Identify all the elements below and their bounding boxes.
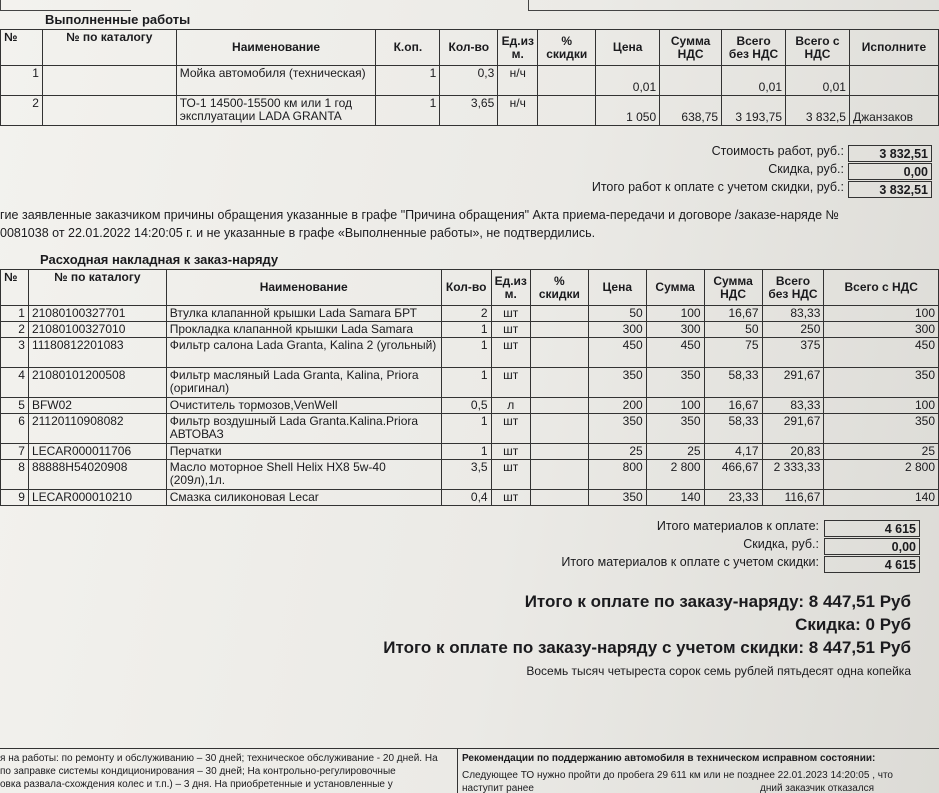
works-cell-unit: н/ч bbox=[498, 96, 538, 126]
parts-cell-no: 8 bbox=[1, 460, 29, 490]
parts-header-price: Цена bbox=[588, 270, 646, 306]
works-header-price: Цена bbox=[596, 30, 660, 66]
works-cell-unit: н/ч bbox=[498, 66, 538, 96]
works-cell-name: ТО-1 14500-15500 км или 1 год эксплуатации LADA GRANTA bbox=[176, 96, 376, 126]
warranty-terms bbox=[0, 752, 455, 791]
parts-total-label: Итого материалов к оплате с учетом скидки: bbox=[561, 555, 819, 569]
works-header-name: Наименование bbox=[176, 30, 376, 66]
parts-cell-vat-sum: 75 bbox=[704, 338, 762, 368]
parts-cell-sum: 100 bbox=[646, 306, 704, 322]
parts-cell-vat-sum: 58,33 bbox=[704, 368, 762, 398]
works-header-no: № bbox=[1, 30, 43, 66]
parts-cell-no: 6 bbox=[1, 414, 29, 444]
amount-in-words: Восемь тысяч четыреста сорок семь рублей пятьдесят одна копейка bbox=[526, 664, 911, 678]
parts-row bbox=[1, 322, 939, 338]
parts-total-label: Итого материалов к оплате: bbox=[656, 519, 819, 533]
parts-cell-total-no-vat: 375 bbox=[762, 338, 824, 368]
works-total-value: 0,00 bbox=[848, 163, 932, 180]
parts-cell-unit: шт bbox=[491, 444, 530, 460]
parts-header-sum: Сумма bbox=[646, 270, 704, 306]
works-header-executor: Исполните bbox=[849, 30, 938, 66]
parts-cell-total-vat: 350 bbox=[824, 368, 939, 398]
parts-cell-unit: л bbox=[491, 398, 530, 414]
works-cell-total-vat: 3 832,5 bbox=[786, 96, 850, 126]
works-total-label: Скидка, руб.: bbox=[768, 162, 844, 176]
parts-cell-sum: 100 bbox=[646, 398, 704, 414]
parts-header-catalog: № по каталогу bbox=[28, 270, 166, 306]
works-cell-executor bbox=[849, 66, 938, 96]
parts-header-vat-sum: Сумма НДС bbox=[704, 270, 762, 306]
parts-row bbox=[1, 490, 939, 506]
works-header-total-no-vat: Всего без НДС bbox=[722, 30, 786, 66]
works-cell-price: 1 050 bbox=[596, 96, 660, 126]
parts-cell-sum: 450 bbox=[646, 338, 704, 368]
parts-cell-price: 350 bbox=[588, 368, 646, 398]
parts-cell-sum: 2 800 bbox=[646, 460, 704, 490]
parts-cell-qty: 1 bbox=[441, 444, 491, 460]
parts-cell-price: 450 bbox=[588, 338, 646, 368]
parts-cell-sum: 300 bbox=[646, 322, 704, 338]
parts-cell-no: 9 bbox=[1, 490, 29, 506]
parts-cell-total-no-vat: 250 bbox=[762, 322, 824, 338]
parts-cell-discount bbox=[530, 398, 588, 414]
parts-cell-price: 300 bbox=[588, 322, 646, 338]
works-header-qty: Кол-во bbox=[440, 30, 498, 66]
works-cell-vat-sum bbox=[660, 66, 722, 96]
parts-cell-total-vat: 140 bbox=[824, 490, 939, 506]
parts-header-unit: Ед.из м. bbox=[491, 270, 530, 306]
parts-cell-total-no-vat: 291,67 bbox=[762, 368, 824, 398]
works-cell-name: Мойка автомобиля (техническая) bbox=[176, 66, 376, 96]
parts-cell-qty: 1 bbox=[441, 322, 491, 338]
parts-cell-price: 350 bbox=[588, 490, 646, 506]
grand-total: Итого к оплате по заказу-наряду: 8 447,51 Руб bbox=[524, 592, 911, 611]
parts-cell-price: 200 bbox=[588, 398, 646, 414]
parts-cell-total-no-vat: 291,67 bbox=[762, 414, 824, 444]
parts-cell-vat-sum: 4,17 bbox=[704, 444, 762, 460]
works-header-k-op: К.оп. bbox=[376, 30, 440, 66]
parts-cell-vat-sum: 58,33 bbox=[704, 414, 762, 444]
parts-cell-vat-sum: 50 bbox=[704, 322, 762, 338]
parts-header-discount: % скидки bbox=[530, 270, 588, 306]
parts-total-value: 4 615 bbox=[824, 520, 920, 537]
works-cell-discount bbox=[538, 66, 596, 96]
parts-cell-total-no-vat: 20,83 bbox=[762, 444, 824, 460]
works-total-label: Стоимость работ, руб.: bbox=[711, 144, 844, 158]
parts-cell-total-no-vat: 83,33 bbox=[762, 306, 824, 322]
parts-cell-discount bbox=[530, 490, 588, 506]
parts-cell-vat-sum: 16,67 bbox=[704, 398, 762, 414]
works-cell-qty: 3,65 bbox=[440, 96, 498, 126]
parts-cell-total-vat: 100 bbox=[824, 398, 939, 414]
works-row bbox=[1, 66, 939, 96]
recommendations-text: Следующее ТО нужно пройти до пробега 29 611 км или не позднее 22.01.2023 14:20:05 , что наступит ранее bbox=[462, 770, 893, 793]
parts-cell-name: Масло моторное Shell Helix HX8 5w-40 (209л),1л. bbox=[166, 460, 441, 490]
parts-cell-no: 1 bbox=[1, 306, 29, 322]
parts-cell-price: 800 bbox=[588, 460, 646, 490]
works-header-unit: Ед.из м. bbox=[498, 30, 538, 66]
works-header-vat-sum: Сумма НДС bbox=[660, 30, 722, 66]
parts-total-label: Скидка, руб.: bbox=[743, 537, 819, 551]
parts-cell-catalog: 88888H54020908 bbox=[28, 460, 166, 490]
works-cell-catalog bbox=[42, 96, 176, 126]
parts-row bbox=[1, 338, 939, 368]
works-table bbox=[0, 29, 939, 126]
parts-cell-catalog: LECAR000011706 bbox=[28, 444, 166, 460]
works-cell-total-no-vat: 0,01 bbox=[722, 66, 786, 96]
works-cell-k-op: 1 bbox=[376, 66, 440, 96]
parts-cell-unit: шт bbox=[491, 322, 530, 338]
parts-cell-no: 5 bbox=[1, 398, 29, 414]
parts-cell-name: Втулка клапанной крышки Lada Samara БРТ bbox=[166, 306, 441, 322]
parts-cell-sum: 350 bbox=[646, 414, 704, 444]
parts-cell-sum: 25 bbox=[646, 444, 704, 460]
parts-cell-discount bbox=[530, 338, 588, 368]
warranty-line: я на работы: по ремонту и обслуживанию – 30 дней; техническое обслуживание - 20 дней. На bbox=[0, 753, 438, 764]
parts-cell-sum: 140 bbox=[646, 490, 704, 506]
parts-row bbox=[1, 306, 939, 322]
parts-header-no: № bbox=[1, 270, 29, 306]
works-row bbox=[1, 96, 939, 126]
parts-cell-total-vat: 450 bbox=[824, 338, 939, 368]
parts-cell-qty: 3,5 bbox=[441, 460, 491, 490]
parts-cell-sum: 350 bbox=[646, 368, 704, 398]
parts-cell-discount bbox=[530, 368, 588, 398]
works-total-value: 3 832,51 bbox=[848, 145, 932, 162]
parts-cell-catalog: 21080101200508 bbox=[28, 368, 166, 398]
parts-row bbox=[1, 398, 939, 414]
parts-cell-total-no-vat: 116,67 bbox=[762, 490, 824, 506]
footer-divider bbox=[0, 748, 939, 749]
parts-cell-qty: 1 bbox=[441, 368, 491, 398]
parts-cell-no: 4 bbox=[1, 368, 29, 398]
works-cell-qty: 0,3 bbox=[440, 66, 498, 96]
parts-cell-unit: шт bbox=[491, 460, 530, 490]
parts-cell-price: 25 bbox=[588, 444, 646, 460]
parts-table bbox=[0, 269, 939, 506]
parts-cell-catalog: 21080100327701 bbox=[28, 306, 166, 322]
parts-cell-catalog: 21120110908082 bbox=[28, 414, 166, 444]
parts-cell-qty: 1 bbox=[441, 414, 491, 444]
parts-row bbox=[1, 368, 939, 398]
parts-cell-vat-sum: 466,67 bbox=[704, 460, 762, 490]
parts-cell-catalog: 11180812201083 bbox=[28, 338, 166, 368]
parts-cell-qty: 2 bbox=[441, 306, 491, 322]
works-section-title: Выполненные работы bbox=[45, 12, 191, 27]
parts-cell-price: 50 bbox=[588, 306, 646, 322]
parts-cell-qty: 0,5 bbox=[441, 398, 491, 414]
works-cell-executor: Джанзаков bbox=[849, 96, 938, 126]
parts-header-name: Наименование bbox=[166, 270, 441, 306]
parts-header-qty: Кол-во bbox=[441, 270, 491, 306]
note-line-1: гие заявленные заказчиком причины обращения указанные в графе "Причина обращения" Акта приема-передачи и договоре /заказе-наряде № bbox=[0, 208, 839, 222]
grand-discount: Скидка: 0 Руб bbox=[795, 615, 911, 634]
parts-header-total-no-vat: Всего без НДС bbox=[762, 270, 824, 306]
parts-cell-name: Смазка силиконовая Lecar bbox=[166, 490, 441, 506]
works-total-value: 3 832,51 bbox=[848, 181, 932, 198]
parts-cell-total-vat: 100 bbox=[824, 306, 939, 322]
parts-cell-catalog: 21080100327010 bbox=[28, 322, 166, 338]
parts-cell-catalog: LECAR000010210 bbox=[28, 490, 166, 506]
parts-cell-total-vat: 300 bbox=[824, 322, 939, 338]
parts-cell-discount bbox=[530, 414, 588, 444]
works-header-total-vat: Всего с НДС bbox=[786, 30, 850, 66]
parts-cell-unit: шт bbox=[491, 414, 530, 444]
works-cell-no: 2 bbox=[1, 96, 43, 126]
parts-total-value: 0,00 bbox=[824, 538, 920, 555]
parts-cell-unit: шт bbox=[491, 490, 530, 506]
parts-cell-no: 2 bbox=[1, 322, 29, 338]
warranty-line: по заправке системы кондиционирования – 30 дней; На контрольно-регулировочные bbox=[0, 766, 396, 777]
works-total-label: Итого работ к оплате с учетом скидки, руб.: bbox=[591, 180, 844, 194]
works-cell-catalog bbox=[42, 66, 176, 96]
top-border bbox=[0, 0, 939, 10]
parts-cell-discount bbox=[530, 322, 588, 338]
parts-cell-name: Фильтр салона Lada Granta, Kalina 2 (угольный) bbox=[166, 338, 441, 368]
warranty-line: овка развала-схождения колес и т.п.) – 3 дня. На приобретенные и установленные у bbox=[0, 779, 393, 790]
parts-total-value: 4 615 bbox=[824, 556, 920, 573]
parts-cell-vat-sum: 23,33 bbox=[704, 490, 762, 506]
parts-cell-no: 3 bbox=[1, 338, 29, 368]
works-cell-k-op: 1 bbox=[376, 96, 440, 126]
works-cell-price: 0,01 bbox=[596, 66, 660, 96]
recommendations-title: Рекомендации по поддержанию автомобиля в техническом исправном состоянии: bbox=[462, 753, 876, 764]
parts-cell-catalog: BFW02 bbox=[28, 398, 166, 414]
parts-cell-name: Фильтр воздушный Lada Granta.Kalina.Priora АВТОВАЗ bbox=[166, 414, 441, 444]
footer-cut-text: дний заказчик отказался bbox=[760, 783, 875, 793]
works-cell-total-no-vat: 3 193,75 bbox=[722, 96, 786, 126]
works-cell-total-vat: 0,01 bbox=[786, 66, 850, 96]
works-cell-no: 1 bbox=[1, 66, 43, 96]
works-header-catalog: № по каталогу bbox=[42, 30, 176, 66]
grand-total-discounted: Итого к оплате по заказу-наряду с учетом скидки: 8 447,51 Руб bbox=[383, 638, 911, 657]
parts-cell-vat-sum: 16,67 bbox=[704, 306, 762, 322]
parts-cell-name: Прокладка клапанной крышки Lada Samara bbox=[166, 322, 441, 338]
parts-cell-total-no-vat: 2 333,33 bbox=[762, 460, 824, 490]
parts-row bbox=[1, 414, 939, 444]
parts-cell-name: Перчатки bbox=[166, 444, 441, 460]
parts-row bbox=[1, 460, 939, 490]
parts-cell-discount bbox=[530, 444, 588, 460]
note-line-2: 0081038 от 22.01.2022 14:20:05 г. и не указанные в графе «Выполненные работы», не подтвердились. bbox=[0, 226, 596, 240]
parts-cell-no: 7 bbox=[1, 444, 29, 460]
works-cell-discount bbox=[538, 96, 596, 126]
parts-cell-unit: шт bbox=[491, 306, 530, 322]
parts-cell-qty: 1 bbox=[441, 338, 491, 368]
parts-cell-total-vat: 2 800 bbox=[824, 460, 939, 490]
parts-header-total-vat: Всего с НДС bbox=[824, 270, 939, 306]
parts-cell-total-vat: 25 bbox=[824, 444, 939, 460]
works-cell-vat-sum: 638,75 bbox=[660, 96, 722, 126]
parts-cell-price: 350 bbox=[588, 414, 646, 444]
parts-cell-unit: шт bbox=[491, 338, 530, 368]
parts-cell-name: Фильтр масляный Lada Granta, Kalina, Priora (оригинал) bbox=[166, 368, 441, 398]
parts-cell-total-no-vat: 83,33 bbox=[762, 398, 824, 414]
works-header-discount: % скидки bbox=[538, 30, 596, 66]
parts-section-title: Расходная накладная к заказ-наряду bbox=[40, 252, 279, 267]
footer-column-divider bbox=[457, 748, 458, 793]
parts-cell-unit: шт bbox=[491, 368, 530, 398]
parts-cell-discount bbox=[530, 460, 588, 490]
parts-cell-discount bbox=[530, 306, 588, 322]
parts-row bbox=[1, 444, 939, 460]
parts-cell-total-vat: 350 bbox=[824, 414, 939, 444]
parts-cell-name: Очиститель тормозов,VenWell bbox=[166, 398, 441, 414]
parts-cell-qty: 0,4 bbox=[441, 490, 491, 506]
